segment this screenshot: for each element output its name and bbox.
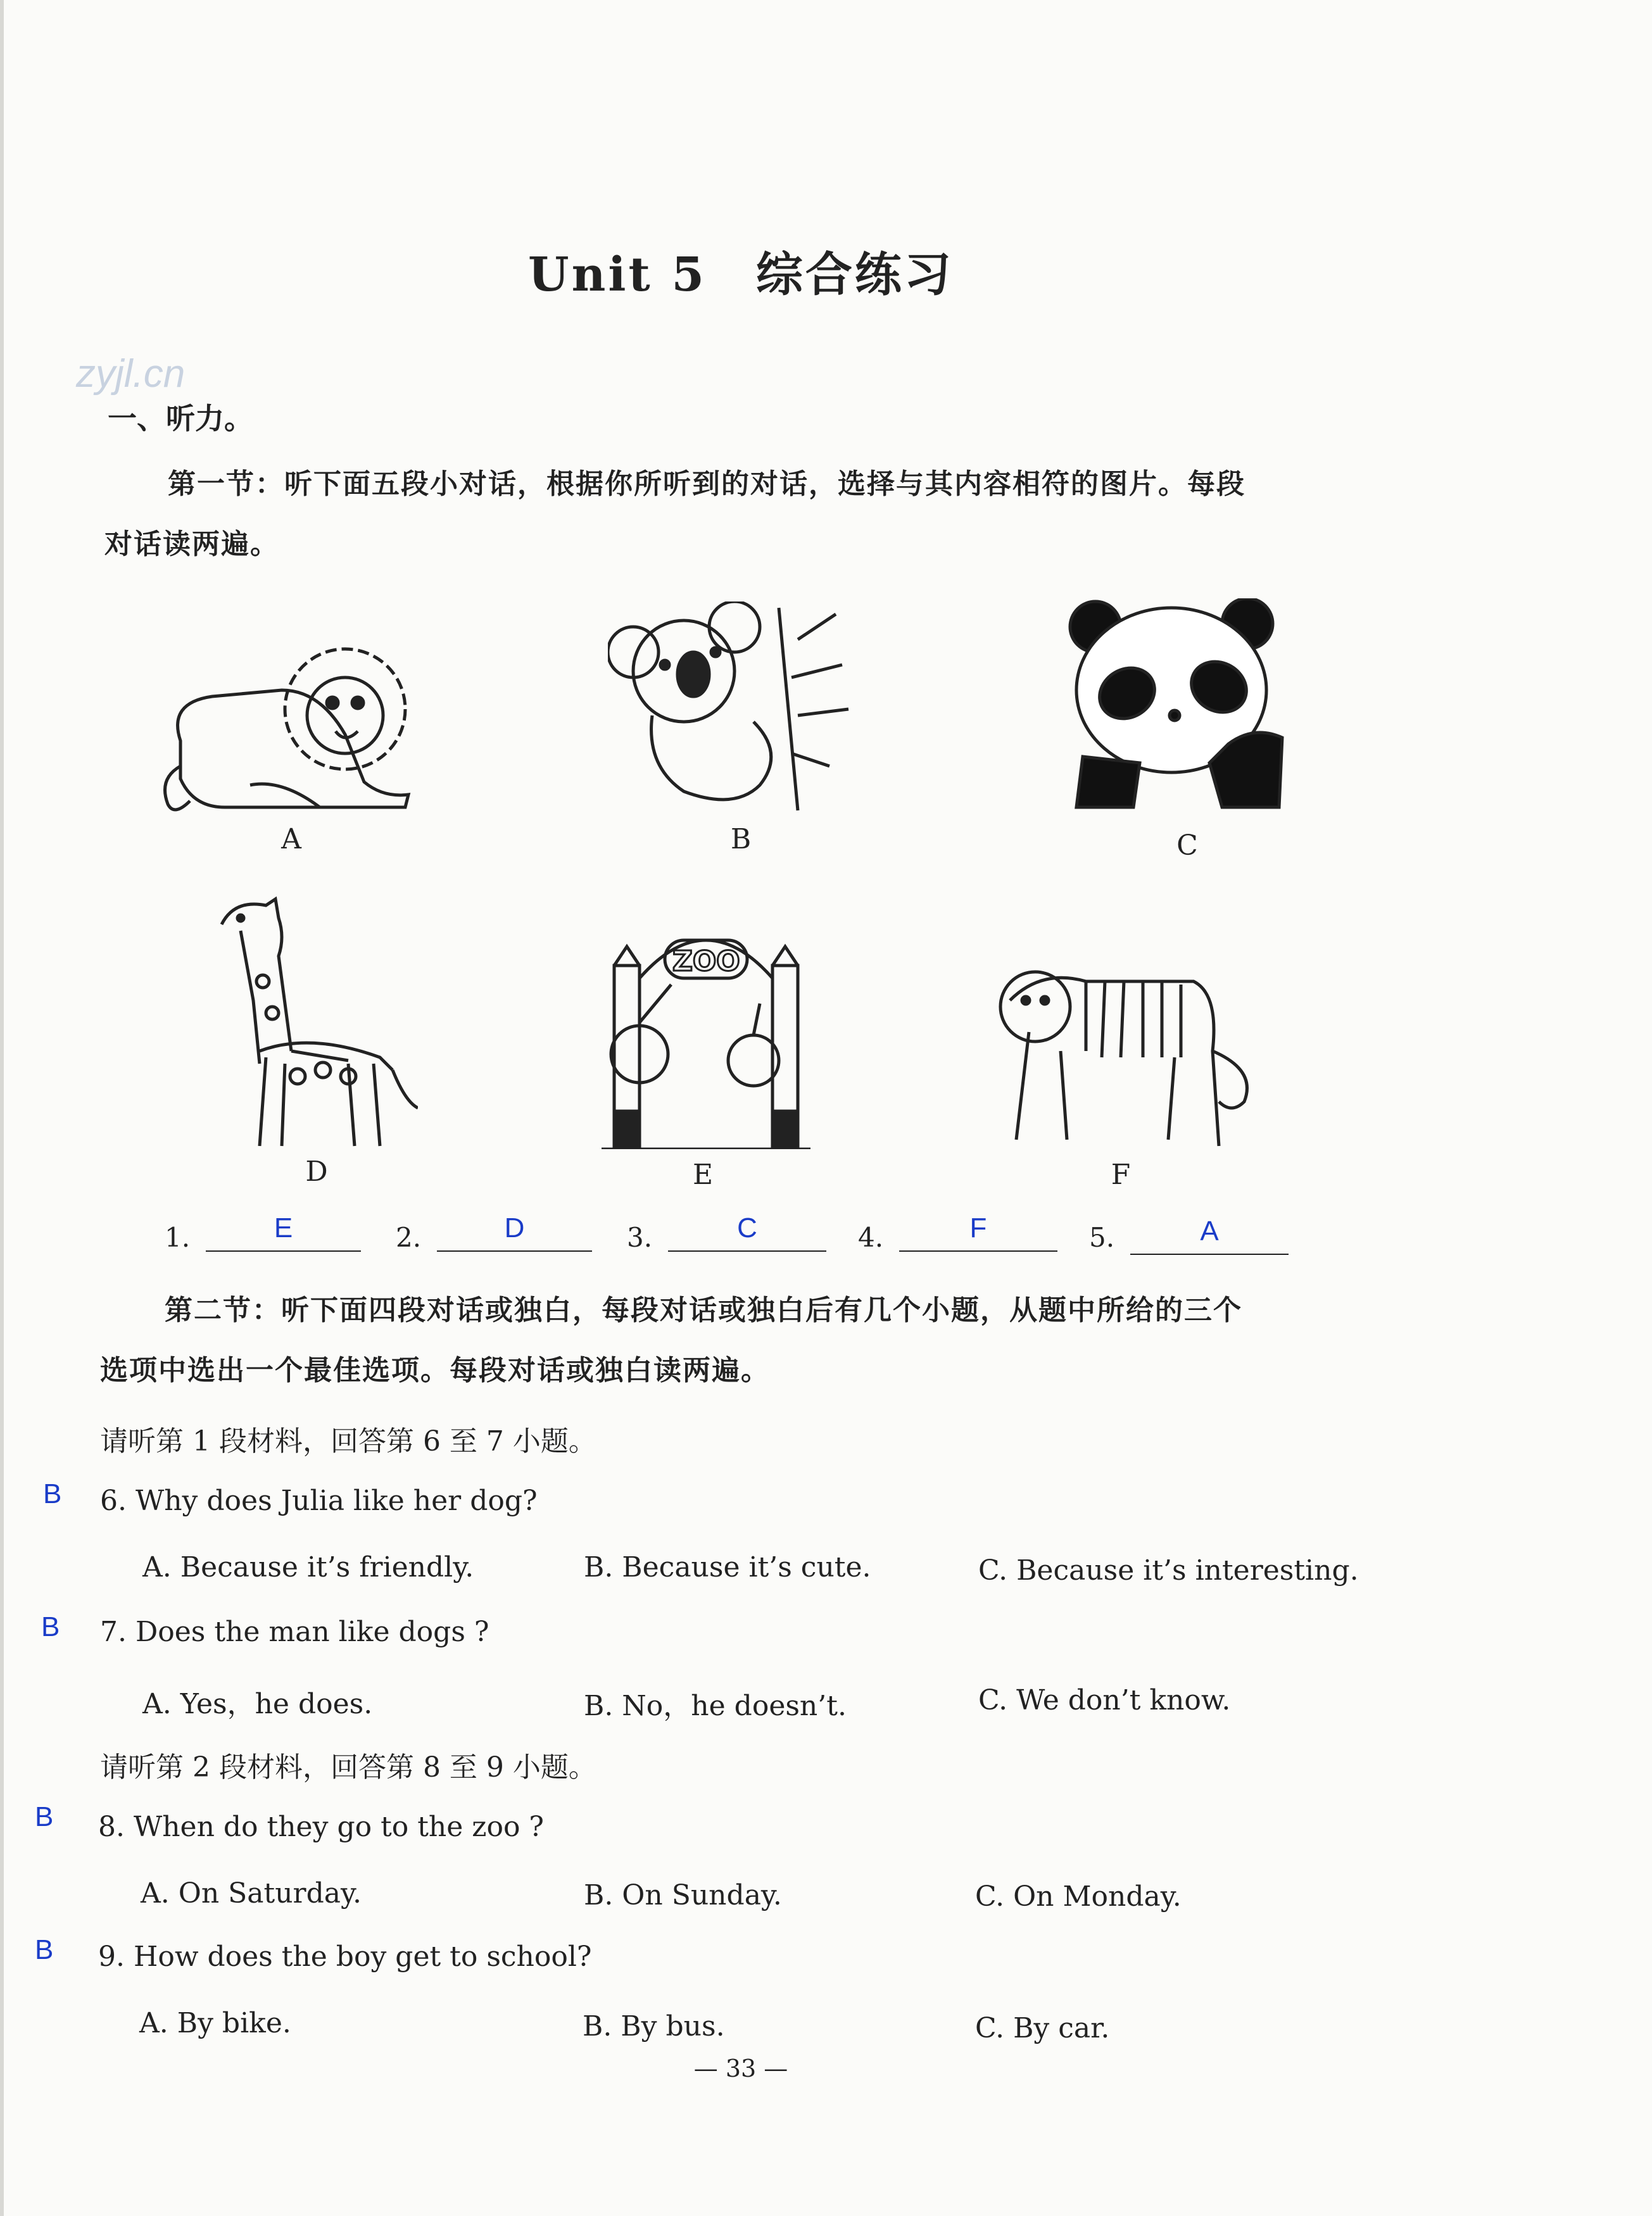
lion-icon <box>155 627 427 817</box>
material-instruction-1: 请听第 1 段材料，回答第 6 至 7 小题。 <box>100 1425 596 1457</box>
question-answer-8: B <box>35 1801 54 1832</box>
page-title: Unit 5 综合练习 <box>528 248 954 302</box>
option-9a[interactable]: A. By bike. <box>139 2007 291 2039</box>
option-9c[interactable]: C. By car. <box>975 2012 1110 2044</box>
blank-number-1: 1. <box>165 1222 191 1253</box>
picture-label-f: F <box>1111 1159 1131 1191</box>
picture-label-d: D <box>305 1155 328 1188</box>
option-8b[interactable]: B. On Sunday. <box>584 1879 782 1911</box>
option-8a[interactable]: A. On Saturday. <box>141 1877 362 1910</box>
part1-instruction-line2: 对话读两遍。 <box>104 528 279 560</box>
page-number: — 33 — <box>693 2055 788 2082</box>
svg-text:ZOO: ZOO <box>672 945 740 978</box>
blank-answer-3[interactable]: C <box>668 1212 826 1252</box>
question-text-6: 6. Why does Julia like her dog? <box>100 1485 538 1517</box>
blank-answer-4[interactable]: F <box>899 1212 1057 1252</box>
option-6a[interactable]: A. Because it’s friendly. <box>142 1551 474 1583</box>
blank-answer-5[interactable]: A <box>1130 1216 1289 1255</box>
question-text-8: 8. When do they go to the zoo ? <box>98 1811 545 1843</box>
scan-edge <box>0 0 4 2216</box>
option-7a[interactable]: A. Yes，he does. <box>142 1688 373 1720</box>
option-7b[interactable]: B. No，he doesn’t. <box>584 1690 847 1722</box>
option-9b[interactable]: B. By bus. <box>583 2010 725 2043</box>
question-text-7: 7. Does the man like dogs ? <box>100 1616 489 1648</box>
picture-label-c: C <box>1176 829 1198 862</box>
zoo-gate-icon <box>602 896 810 1149</box>
panda-icon <box>1064 598 1323 814</box>
part2-instruction-line1: 第二节：听下面四段对话或独白，每段对话或独白后有几个小题，从题中所给的三个 <box>165 1294 1242 1326</box>
option-6b[interactable]: B. Because it’s cute. <box>584 1551 871 1583</box>
option-8c[interactable]: C. On Monday. <box>975 1880 1182 1913</box>
blank-number-4: 4. <box>858 1222 884 1253</box>
blank-number-5: 5. <box>1089 1222 1115 1253</box>
picture-label-e: E <box>692 1159 714 1191</box>
question-answer-7: B <box>41 1611 60 1642</box>
blank-answer-1[interactable]: E <box>206 1212 361 1252</box>
part1-instruction-line1: 第一节：听下面五段小对话，根据你所听到的对话，选择与其内容相符的图片。每段 <box>168 468 1245 500</box>
option-7c[interactable]: C. We don’t know. <box>978 1684 1231 1716</box>
question-answer-6: B <box>43 1478 62 1509</box>
blank-number-2: 2. <box>396 1222 422 1253</box>
material-instruction-2: 请听第 2 段材料，回答第 8 至 9 小题。 <box>100 1751 596 1784</box>
option-6c[interactable]: C. Because it’s interesting. <box>978 1554 1359 1587</box>
watermark: zyjl.cn <box>76 352 186 396</box>
question-text-9: 9. How does the boy get to school? <box>98 1941 592 1973</box>
koala-icon <box>608 601 874 817</box>
giraffe-icon <box>215 886 418 1152</box>
question-answer-9: B <box>35 1934 54 1965</box>
blank-number-3: 3. <box>627 1222 653 1253</box>
part2-instruction-line2: 选项中选出一个最佳选项。每段对话或独白读两遍。 <box>100 1354 770 1387</box>
blank-answer-2[interactable]: D <box>437 1212 592 1252</box>
tiger-icon <box>991 956 1257 1152</box>
picture-label-a: A <box>281 823 301 855</box>
picture-label-b: B <box>730 823 752 855</box>
section-heading: 一、听力。 <box>108 401 253 436</box>
